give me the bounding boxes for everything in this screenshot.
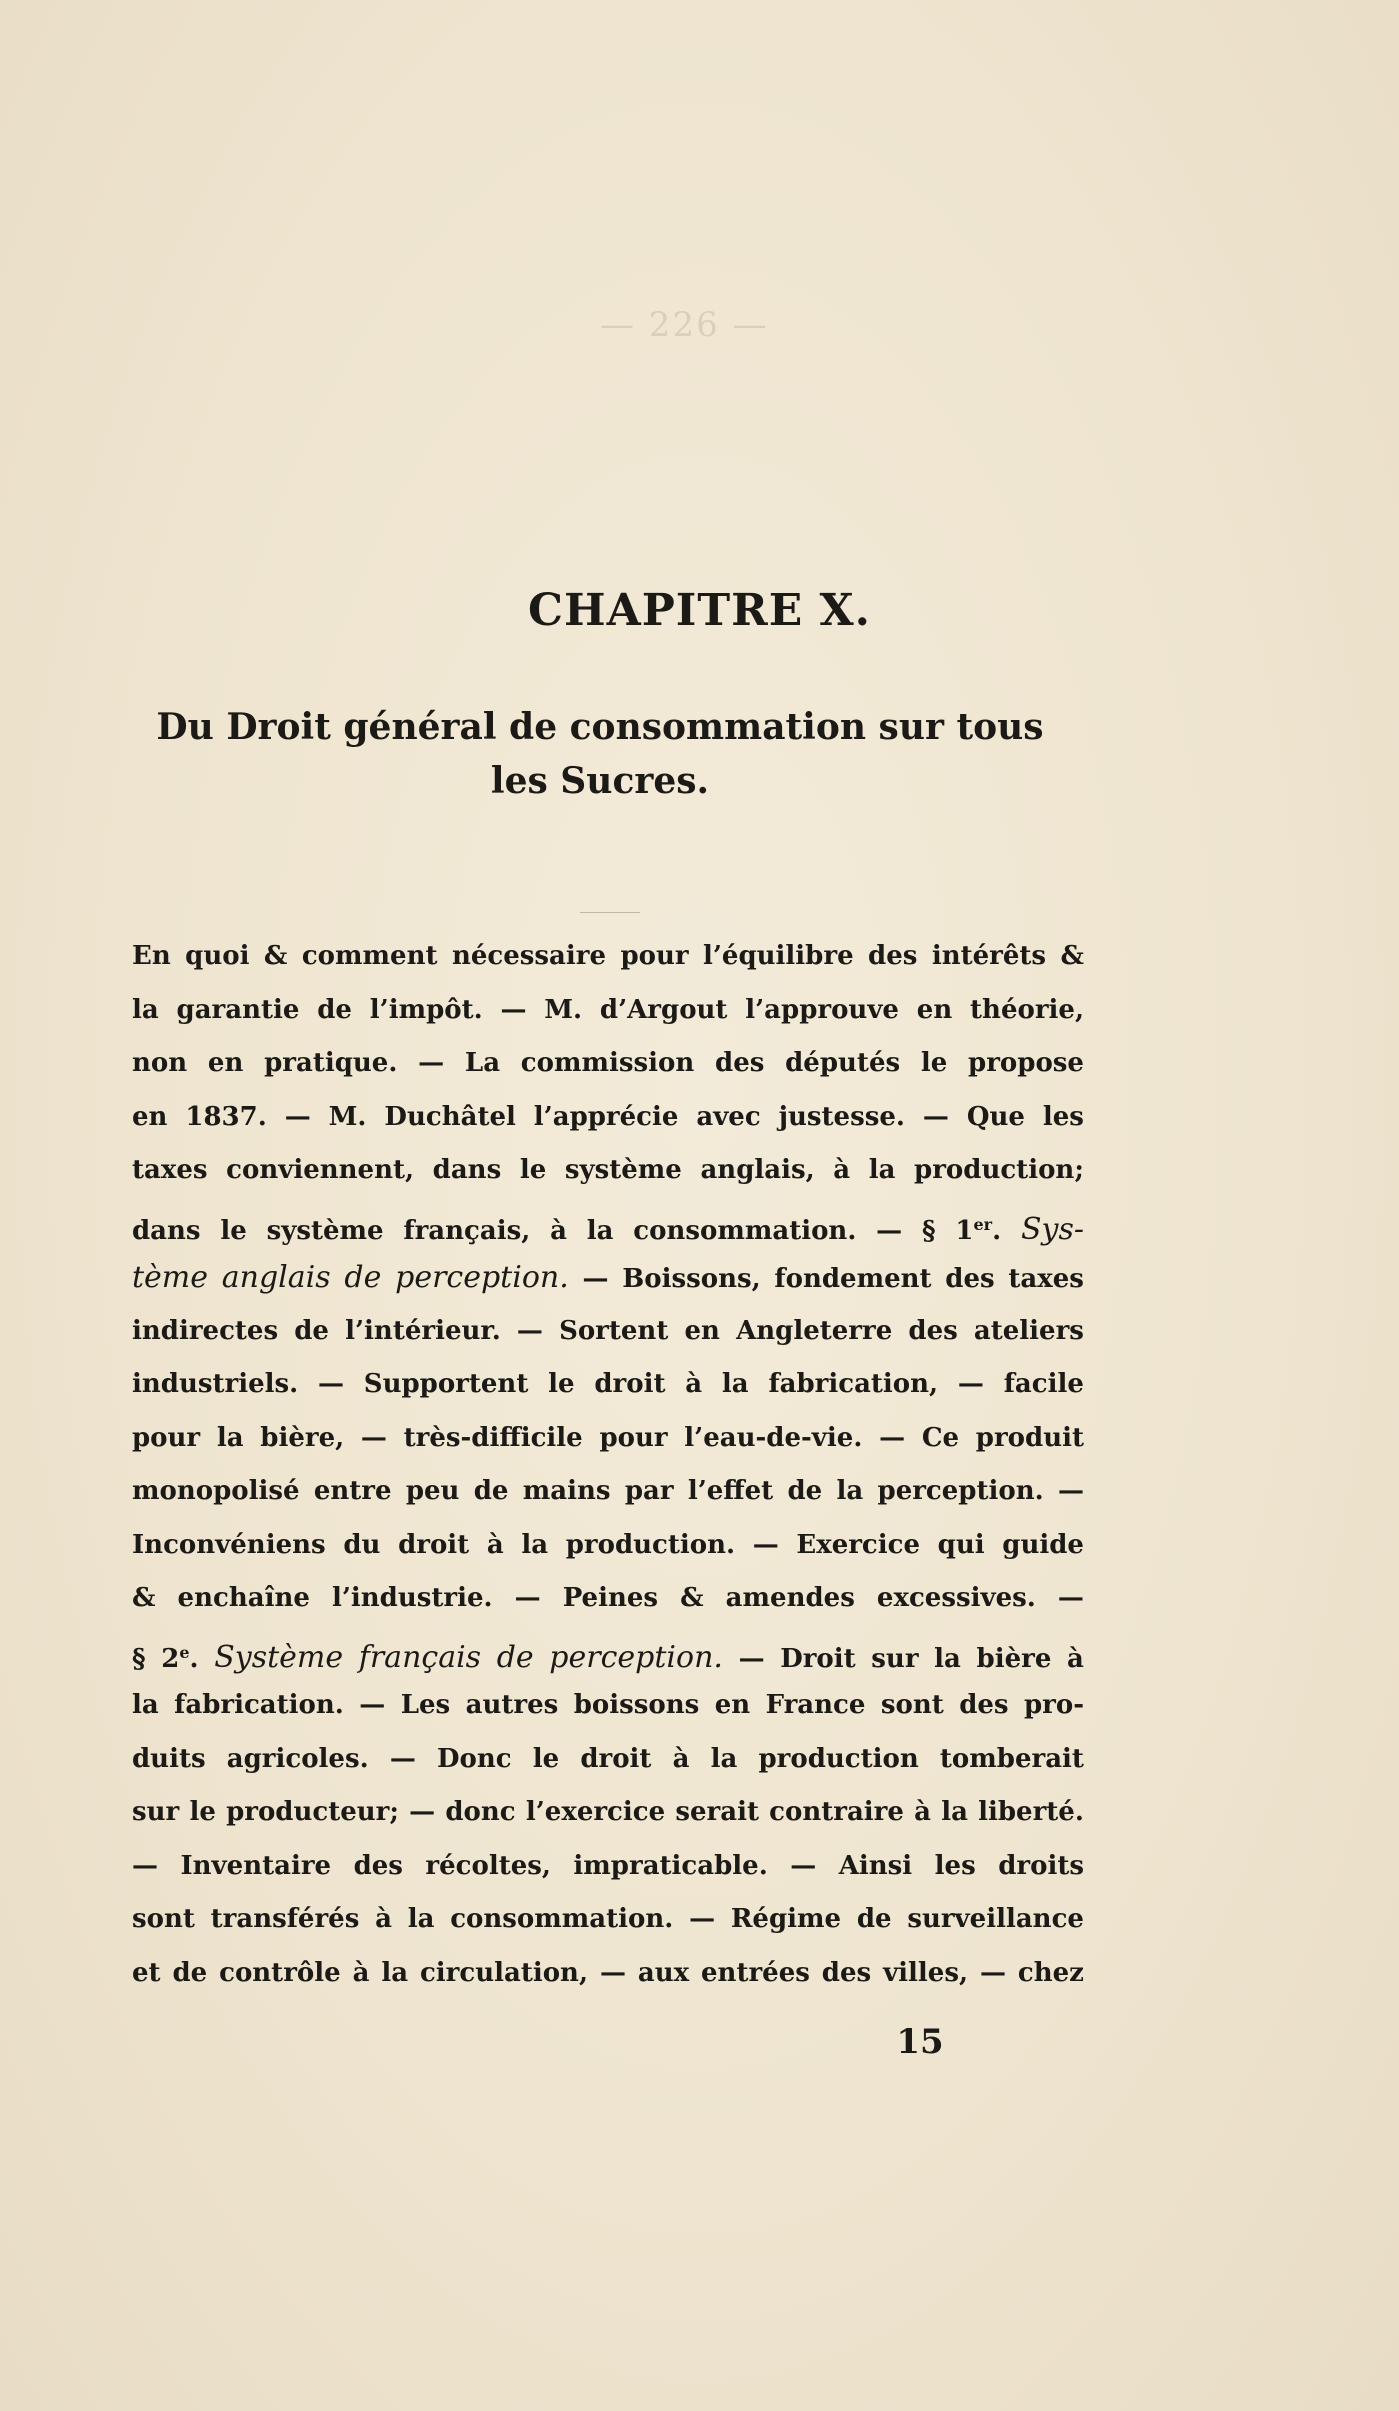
summary-word: et — [132, 1957, 161, 1988]
summary-word: chez — [1017, 1957, 1084, 1988]
summary-word: circulation, — [419, 1957, 589, 1988]
summary-word: des — [908, 1315, 958, 1346]
summary-line — [132, 1626, 1084, 1680]
summary-line — [132, 1251, 1084, 1305]
summary-word: industriels. — [132, 1369, 299, 1399]
summary-line — [132, 1519, 1084, 1573]
summary-line — [132, 1893, 1084, 1947]
summary-word: peu — [405, 1476, 460, 1506]
summary-word: taxes — [1008, 1264, 1084, 1294]
summary-word: comment — [301, 941, 438, 971]
summary-word: la — [216, 1422, 244, 1453]
summary-word: — — [318, 1369, 344, 1399]
summary-word: France — [765, 1690, 866, 1720]
summary-word: consommation. — [633, 1216, 857, 1247]
summary-word: autres — [465, 1690, 559, 1720]
summary-word: système — [266, 1216, 384, 1247]
summary-word: — — [738, 1644, 765, 1675]
summary-word: Exercice — [796, 1529, 921, 1560]
summary-word: par — [624, 1476, 674, 1506]
summary-word: à — [672, 1743, 690, 1774]
summary-word: en — [714, 1690, 751, 1720]
summary-word: surveillance — [907, 1904, 1084, 1934]
summary-word: Sortent — [559, 1315, 669, 1346]
summary-word: Inconvéniens — [132, 1529, 326, 1560]
summary-word: — — [790, 1850, 817, 1881]
summary-word: § — [132, 1644, 146, 1675]
summary-word: des — [959, 1690, 1009, 1720]
summary-word: l’intérieur. — [345, 1315, 501, 1346]
summary-word: sont — [880, 1690, 944, 1720]
summary-word: droits — [998, 1850, 1084, 1881]
summary-line — [132, 930, 1084, 984]
summary-word: pratique. — [264, 1048, 398, 1078]
summary-word: le — [920, 1048, 948, 1078]
divider-rule — [580, 912, 640, 913]
summary-word: — — [582, 1264, 609, 1294]
summary-word: fondement — [774, 1264, 932, 1294]
summary-word: intérêts — [931, 941, 1047, 971]
summary-word: contrôle — [219, 1957, 341, 1988]
summary-word: de — [317, 994, 352, 1025]
summary-word: la — [132, 994, 159, 1025]
summary-word: enchaîne — [177, 1583, 310, 1613]
summary-word: les — [934, 1850, 976, 1881]
summary-word: impraticable. — [573, 1850, 768, 1881]
summary-word: pro- — [1023, 1690, 1084, 1720]
summary-word: Peines — [562, 1583, 659, 1613]
summary-word: M. — [328, 1101, 367, 1132]
summary-word: la — [941, 1797, 968, 1827]
summary-word: entre — [313, 1476, 392, 1506]
summary-word: l’équilibre — [703, 941, 854, 971]
summary-word: en — [916, 994, 953, 1025]
summary-word: les — [1042, 1101, 1084, 1132]
summary-word: serait — [675, 1797, 759, 1827]
summary-word: M. — [544, 994, 583, 1025]
summary-word: de — [172, 1957, 208, 1988]
summary-word: qui — [937, 1529, 985, 1560]
summary-word: propose — [968, 1048, 1084, 1078]
summary-word: droit — [594, 1369, 666, 1399]
summary-word: Angleterre — [736, 1315, 893, 1346]
summary-word: Droit — [780, 1644, 856, 1675]
summary-word: quoi — [185, 941, 250, 971]
summary-word: entrées — [701, 1957, 810, 1988]
summary-line — [132, 1358, 1084, 1412]
summary-line — [132, 1198, 1084, 1252]
summary-word: Régime — [730, 1904, 842, 1934]
summary-word: — — [1057, 1583, 1084, 1613]
summary-word: Duchâtel — [384, 1101, 516, 1132]
summary-word: production. — [565, 1529, 736, 1560]
summary-word: — — [979, 1957, 1006, 1988]
summary-word: la — [721, 1369, 749, 1399]
summary-word: commission — [520, 1048, 695, 1078]
summary-word: récoltes, — [425, 1850, 551, 1881]
summary-word: mains — [522, 1476, 611, 1506]
summary-word: à — [1067, 1644, 1084, 1675]
summary-word: droit — [580, 1743, 652, 1774]
summary-word: de — [473, 1476, 509, 1506]
summary-word: excessives. — [876, 1583, 1036, 1613]
summary-word: la — [132, 1690, 159, 1720]
summary-word: des — [945, 1264, 995, 1294]
summary-word: Donc — [436, 1743, 512, 1774]
summary-word: — — [876, 1216, 903, 1247]
summary-word: de — [344, 1260, 382, 1295]
summary-line — [132, 1144, 1084, 1198]
summary-line — [132, 1679, 1084, 1733]
summary-word: monopolisé — [132, 1476, 300, 1506]
summary-line — [132, 1947, 1084, 2001]
summary-word: très-difficile — [403, 1422, 583, 1453]
summary-word: en — [207, 1048, 244, 1078]
summary-line — [132, 1572, 1084, 1626]
summary-word: & — [1060, 941, 1084, 971]
summary-line — [132, 1412, 1084, 1466]
signature-mark: 15 — [896, 2022, 944, 2062]
summary-word: Que — [966, 1101, 1025, 1132]
summary-word: à — [685, 1369, 703, 1399]
summary-word: théorie, — [970, 994, 1084, 1025]
summary-word: avec — [696, 1101, 761, 1132]
summary-line — [132, 1091, 1084, 1145]
summary-word: français, — [403, 1216, 531, 1247]
summary-word: pour — [620, 941, 689, 971]
summary-word: amendes — [725, 1583, 855, 1613]
summary-word: le — [519, 1155, 547, 1185]
summary-word: — — [514, 1583, 541, 1613]
summary-word: — — [879, 1422, 906, 1453]
summary-word: fabrication, — [768, 1369, 939, 1399]
summary-word: Supportent — [363, 1369, 529, 1399]
summary-word: tomberait — [939, 1743, 1084, 1774]
summary-word: du — [343, 1529, 381, 1560]
summary-line — [132, 1305, 1084, 1359]
summary-word: des — [353, 1850, 403, 1881]
summary-word: dans — [432, 1155, 502, 1185]
summary-word: le — [548, 1369, 575, 1399]
faint-page-number: — 226 — — [600, 305, 769, 345]
summary-word: aux — [637, 1957, 690, 1988]
summary-word: perception. — [877, 1476, 1044, 1506]
summary-word: pour — [599, 1422, 668, 1453]
summary-word: — — [284, 1101, 311, 1132]
summary-word: système — [564, 1155, 682, 1185]
summary-word: Inventaire — [180, 1850, 332, 1881]
summary-word: — — [359, 1690, 386, 1720]
summary-line — [132, 1465, 1084, 1519]
summary-word: — — [689, 1904, 716, 1934]
summary-word: nécessaire — [451, 941, 606, 971]
chapter-title-line: Du Droit général de consommation sur tous — [156, 706, 1044, 748]
summary-word: production — [758, 1743, 919, 1774]
summary-word: la — [836, 1476, 864, 1506]
summary-word: perception. — [395, 1260, 569, 1295]
summary-word: Les — [400, 1690, 451, 1720]
chapter-heading: CHAPITRE X. — [527, 585, 872, 636]
summary-word: la — [710, 1743, 738, 1774]
summary-word: l’eau-de-vie. — [684, 1422, 863, 1453]
summary-word: & — [263, 941, 288, 971]
summary-word: bière — [976, 1644, 1052, 1675]
summary-line — [132, 1733, 1084, 1787]
summary-word: 2e. — [161, 1642, 199, 1675]
summary-word: dans — [132, 1216, 201, 1247]
summary-word: guide — [1002, 1529, 1084, 1560]
summary-word: Système — [214, 1640, 344, 1676]
summary-word: la — [407, 1904, 435, 1934]
summary-word: consommation. — [450, 1904, 674, 1934]
summary-word: en — [132, 1101, 168, 1132]
summary-word: la — [521, 1529, 549, 1560]
summary-word: contraire — [769, 1797, 904, 1827]
summary-word: — — [957, 1369, 984, 1399]
chapter-title — [120, 700, 1080, 808]
summary-word: en — [684, 1315, 720, 1346]
summary-word: des — [868, 941, 918, 971]
summary-word: — — [360, 1422, 387, 1453]
summary-word: indirectes — [132, 1315, 279, 1346]
summary-word: transférés — [210, 1904, 360, 1934]
summary-word: 1er. — [955, 1214, 1002, 1247]
summary-word: l’approuve — [745, 994, 899, 1025]
summary-word: — — [752, 1529, 779, 1560]
summary-word: anglais, — [700, 1155, 815, 1185]
summary-word: — — [500, 994, 527, 1025]
summary-word: production; — [914, 1155, 1084, 1185]
summary-word: de — [856, 1904, 892, 1934]
summary-word: à — [914, 1797, 931, 1827]
summary-word: à — [375, 1904, 392, 1934]
summary-word: liberté. — [978, 1797, 1084, 1827]
summary-word: tème — [132, 1260, 209, 1295]
summary-word: de — [294, 1315, 329, 1346]
summary-word: facile — [1003, 1369, 1084, 1399]
summary-word: sur — [871, 1644, 919, 1675]
summary-word: — — [389, 1743, 416, 1774]
summary-word: sont — [132, 1904, 195, 1934]
summary-word: agricoles. — [226, 1743, 369, 1774]
summary-word: à — [486, 1529, 504, 1560]
summary-word: députés — [785, 1048, 901, 1078]
summary-word: anglais — [221, 1260, 331, 1295]
summary-word: donc — [445, 1797, 516, 1827]
summary-word: — — [1057, 1476, 1084, 1506]
summary-word: l’effet — [687, 1476, 774, 1506]
summary-word: Boissons, — [622, 1264, 761, 1294]
summary-word: la — [586, 1216, 614, 1247]
summary-word: la — [934, 1644, 961, 1675]
summary-word: Ainsi — [838, 1850, 913, 1881]
summary-word: le — [189, 1797, 216, 1827]
summary-word: pour — [132, 1422, 201, 1453]
summary-word: le — [532, 1743, 560, 1774]
summary-word: à — [833, 1155, 851, 1185]
summary-word: la — [381, 1957, 409, 1988]
summary-word: & — [132, 1583, 156, 1613]
summary-word: perception. — [549, 1640, 723, 1676]
summary-line — [132, 1840, 1084, 1894]
summary-word: fabrication. — [174, 1690, 344, 1720]
summary-word: — — [418, 1048, 445, 1078]
summary-word: le — [220, 1216, 247, 1247]
summary-word: producteur; — [226, 1797, 399, 1827]
summary-line — [132, 1786, 1084, 1840]
summary-word: des — [821, 1957, 872, 1988]
summary-word: à — [550, 1216, 567, 1247]
summary-word: duits — [132, 1743, 206, 1774]
summary-word: La — [464, 1048, 501, 1078]
summary-word: de — [787, 1476, 823, 1506]
summary-word: à — [352, 1957, 370, 1988]
summary-word: En — [132, 941, 171, 971]
summary-word: la — [868, 1155, 896, 1185]
summary-word: — — [409, 1797, 436, 1827]
summary-word: produit — [975, 1422, 1084, 1453]
summary-word: garantie — [176, 994, 300, 1025]
summary-word: de — [496, 1640, 534, 1676]
summary-word: Ce — [921, 1422, 960, 1453]
summary-word: villes, — [883, 1957, 969, 1988]
summary-word: non — [132, 1048, 188, 1078]
summary-word: ateliers — [973, 1315, 1084, 1346]
summary-word: bière, — [260, 1422, 345, 1453]
summary-word: — — [599, 1957, 626, 1988]
summary-word: — — [922, 1101, 949, 1132]
summary-word: justesse. — [778, 1101, 905, 1132]
summary-word: — — [132, 1850, 158, 1881]
summary-word: & — [680, 1583, 704, 1613]
summary-word: l’exercice — [525, 1797, 666, 1827]
summary-line — [132, 984, 1084, 1038]
summary-word: des — [715, 1048, 765, 1078]
chapter-summary — [132, 930, 1084, 2000]
summary-word: — — [516, 1315, 543, 1346]
summary-word: l’apprécie — [533, 1101, 679, 1132]
summary-line — [132, 1037, 1084, 1091]
summary-word: boissons — [573, 1690, 700, 1720]
summary-word: § — [921, 1216, 936, 1247]
summary-word: Sys- — [1020, 1212, 1084, 1248]
summary-word: français — [358, 1640, 482, 1676]
summary-word: taxes — [132, 1155, 208, 1185]
summary-word: l’industrie. — [331, 1583, 493, 1613]
summary-word: 1837. — [185, 1101, 267, 1132]
summary-word: droit — [398, 1529, 470, 1560]
summary-word: d’Argout — [599, 994, 728, 1025]
summary-word: conviennent, — [226, 1155, 415, 1185]
chapter-title-line: les Sucres. — [490, 760, 710, 802]
summary-word: l’impôt. — [369, 994, 483, 1025]
summary-word: sur — [132, 1797, 180, 1827]
